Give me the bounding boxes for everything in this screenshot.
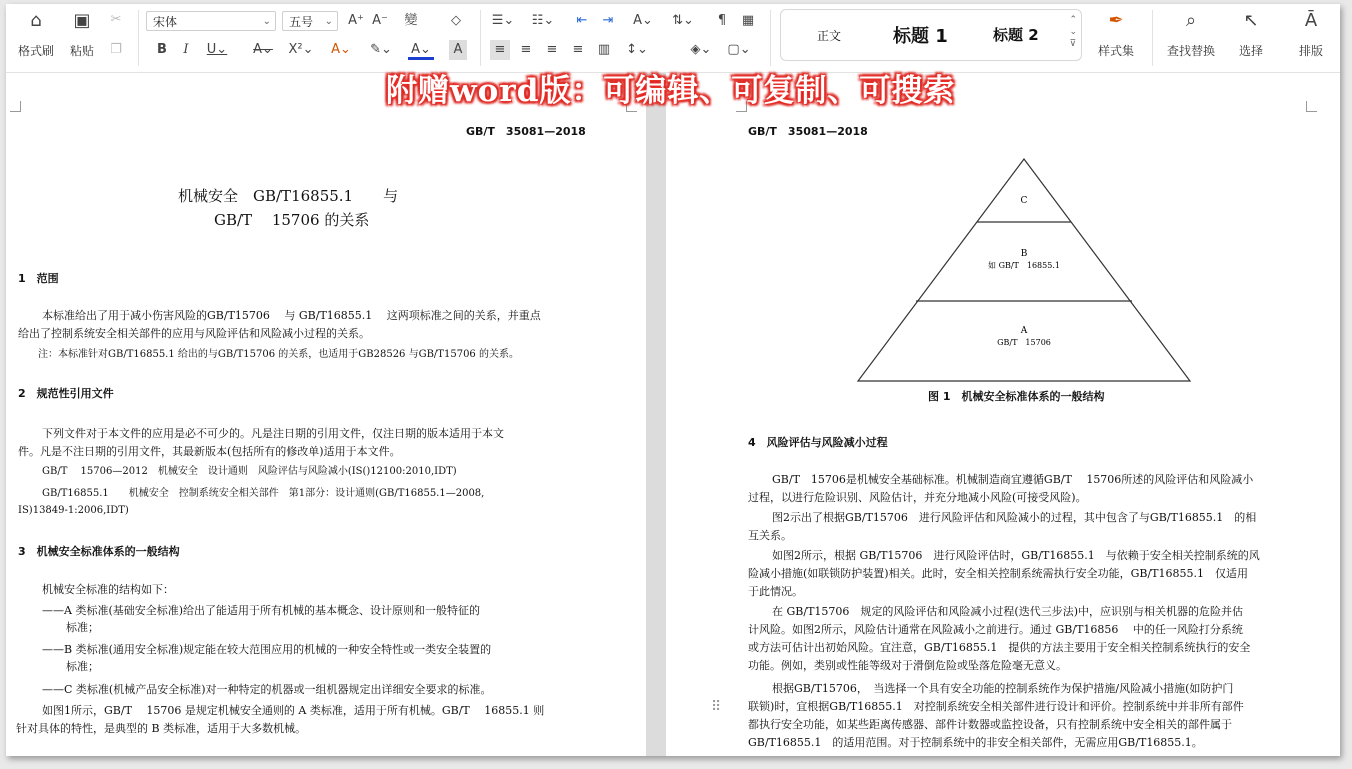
- paragraph-line: 根据GB/T15706， 当选择一个具有安全功能的控制系统作为保护措施/风险减小措施(如防护门: [772, 682, 1234, 695]
- format-painter-button[interactable]: [10, 8, 62, 59]
- standard-code: GB/T 35081—2018: [466, 125, 586, 138]
- style-pen-icon: ✒: [1108, 10, 1124, 31]
- section-heading: 2 规范性引用文件: [18, 387, 114, 400]
- pyramid-label-b: B: [1020, 249, 1028, 259]
- paragraph-line: 如图1所示，GB/T 15706 是规定机械安全通则的 A 类标准，适用于所有机械。GB/T 16855.1 则: [42, 704, 545, 717]
- separator: [770, 10, 771, 66]
- paragraph-line: 于此情况。: [748, 585, 803, 598]
- reference-line: IS)13849-1:2006,IDT): [18, 505, 129, 516]
- note-line: 注：本标准针对GB/T16855.1 给出的与GB/T15706 的关系，也适用于GB28526 与GB/T15706 的关系。: [38, 349, 519, 360]
- font-name-select[interactable]: [146, 11, 276, 31]
- style-set-button[interactable]: [1086, 8, 1146, 59]
- layout-label: 排版: [1298, 44, 1323, 58]
- separator: [1152, 10, 1153, 66]
- text-direction-icon[interactable]: A⌄: [633, 13, 653, 28]
- justify-icon[interactable]: ≡: [572, 42, 584, 57]
- ribbon-toolbar: [6, 4, 1340, 73]
- paragraph-line: 图2示出了根据GB/T15706 进行风险评估和风险减小的过程，其中包含了与GB/T16855.1 的相: [772, 511, 1257, 524]
- phonetic-icon[interactable]: 變: [404, 13, 418, 28]
- align-center-icon[interactable]: ≡: [520, 42, 532, 57]
- paragraph-line: 互关系。: [748, 529, 792, 542]
- pyramid-sub-a: GB/T 15706: [997, 338, 1051, 347]
- pyramid-label-a: A: [1020, 326, 1028, 336]
- text-effect-icon[interactable]: A⌄: [331, 42, 351, 57]
- chevron-down-icon: ⌄: [262, 16, 271, 27]
- bullet-list-icon[interactable]: ☰⌄: [491, 13, 515, 28]
- right-page: [666, 73, 1340, 756]
- border-icon[interactable]: ▢⌄: [727, 42, 751, 57]
- number-list-icon[interactable]: ☷⌄: [531, 13, 555, 28]
- format-painter-label: 格式刷: [17, 44, 54, 58]
- strikethrough-icon[interactable]: A⌄: [253, 42, 273, 57]
- separator: [480, 10, 481, 66]
- promo-banner: 附赠word版：可编辑、可复制、可搜索: [386, 73, 956, 109]
- font-color-icon[interactable]: A⌄: [408, 40, 434, 60]
- section-heading: 4 风险评估与风险减小过程: [748, 436, 888, 449]
- search-icon: ⌕: [1185, 10, 1197, 31]
- drag-handle-icon[interactable]: ⠿: [711, 699, 722, 715]
- list-item: 标准；: [66, 621, 99, 634]
- crop-mark: [1306, 101, 1317, 112]
- crop-mark: [10, 101, 21, 112]
- superscript-icon[interactable]: X²⌄: [288, 42, 314, 57]
- clipboard-icon: ▣: [73, 10, 91, 31]
- copy-icon[interactable]: ❐: [110, 42, 122, 57]
- align-right-icon[interactable]: ≡: [546, 42, 558, 57]
- font-size-select[interactable]: [282, 11, 338, 31]
- find-replace-label: 查找替换: [1166, 44, 1215, 58]
- align-left-icon[interactable]: ≡: [490, 40, 510, 60]
- font-name-value: 宋体: [153, 15, 178, 29]
- decrease-indent-icon[interactable]: ⇤: [576, 13, 588, 28]
- list-item: ——A 类标准(基础安全标准)给出了能适用于所有机械的基本概念、设计原则和一般特征的: [42, 604, 481, 617]
- sort-icon[interactable]: ⇅⌄: [672, 13, 694, 28]
- line-spacing-icon[interactable]: ↕⌄: [626, 42, 648, 57]
- list-item: ——B 类标准(通用安全标准)规定能在较大范围应用的机械的一种安全特性或一类安全装置的: [42, 643, 492, 656]
- section-heading: 3 机械安全标准体系的一般结构: [18, 545, 180, 558]
- paragraph-line: 险减小措施(如联锁防护装置)相关。此时，安全相关控制系统需执行安全功能，GB/T16855.1 仅适用: [748, 567, 1248, 580]
- show-marks-icon[interactable]: ¶: [717, 13, 727, 28]
- list-item: ——C 类标准(机械产品安全标准)对一种特定的机器或一组机器规定出详细安全要求的标准。: [42, 683, 492, 696]
- paragraph-line: 功能。例如，类别或性能等级对于滑倒危险或坠落危险毫无意义。: [748, 659, 1067, 672]
- doc-title-line2: GB/T 15706 的关系: [214, 211, 370, 229]
- paragraph-line: 给出了控制系统安全相关部件的应用与风险评估和风险减小过程的关系。: [18, 327, 370, 340]
- pyramid-label-c: C: [1020, 196, 1028, 206]
- paragraph-line: 或方法可估计出初始风险。宜注意，GB/T16855.1 提供的方法主要用于安全相关控制系统执行的安全: [748, 641, 1251, 654]
- standard-code: GB/T 35081—2018: [748, 125, 868, 138]
- paragraph-line: 计风险。如图2所示，风险估计通常在风险减小之前进行。通过 GB/T16856 中的任一风险打分系统: [748, 623, 1243, 636]
- grow-font-icon[interactable]: A⁺: [348, 13, 364, 28]
- paragraph-line: 都执行安全功能，如某些距离传感器、部件计数器或监控设备，只有控制系统中安全相关的部件属于: [748, 718, 1232, 731]
- paragraph-line: 过程，以进行危险识别、风险估计，并充分地减小风险(可接受风险)。: [748, 491, 1087, 504]
- paragraph-line: 如图2所示，根据 GB/T15706 进行风险评估时，GB/T16855.1 与依赖于安全相关控制系统的风: [772, 549, 1260, 562]
- list-item: 标准；: [66, 660, 99, 673]
- paragraph-line: GB/T 15706是机械安全基础标准。机械制造商宜遵循GB/T 15706所述的风险评估和风险减小: [772, 473, 1254, 486]
- distribute-icon[interactable]: ▥: [597, 42, 611, 57]
- table-grid-icon[interactable]: ▦: [741, 13, 755, 28]
- brush-icon: ⌂: [30, 10, 42, 31]
- paragraph-line: 下列文件对于本文件的应用是必不可少的。凡是注日期的引用文件，仅注日期的版本适用于本文: [42, 427, 504, 440]
- page-gap: [646, 73, 666, 756]
- left-page: [6, 73, 646, 756]
- separator: [138, 10, 139, 66]
- char-shading-icon[interactable]: A: [449, 40, 467, 60]
- cursor-icon: ↖: [1243, 10, 1259, 31]
- figure-caption: 图 1 机械安全标准体系的一般结构: [928, 390, 1105, 403]
- paragraph-line: 针对具体的特性，是典型的 B 类标准，适用于大多数机械。: [16, 722, 307, 735]
- italic-icon[interactable]: I: [183, 42, 189, 57]
- shading-icon[interactable]: ◈⌄: [690, 42, 712, 57]
- pyramid-figure: [666, 151, 1340, 391]
- cut-icon[interactable]: ✂: [110, 12, 122, 27]
- style-set-label: 样式集: [1097, 44, 1134, 58]
- layout-button[interactable]: [1286, 8, 1336, 59]
- layout-icon: Ā: [1304, 10, 1318, 31]
- bold-icon[interactable]: B: [157, 42, 167, 57]
- document-window: [6, 4, 1340, 756]
- style-normal[interactable]: 正文: [817, 29, 842, 43]
- paragraph-line: GB/T16855.1 的适用范围。对于控制系统中的非安全相关部件，无需应用GB/T16855.1。: [748, 736, 1203, 749]
- pyramid-outline: [858, 159, 1190, 381]
- styles-gallery: [780, 9, 1082, 61]
- highlight-icon[interactable]: ✎⌄: [370, 42, 392, 57]
- paragraph-line: 在 GB/T15706 规定的风险评估和风险减小过程(迭代三步法)中，应识别与相关机器的危险并估: [772, 605, 1243, 618]
- paste-label: 粘贴: [69, 44, 94, 58]
- style-heading-1[interactable]: 标题 1: [893, 26, 948, 47]
- paragraph-line: 件。凡是不注日期的引用文件，其最新版本(包括所有的修改单)适用于本文件。: [18, 445, 401, 458]
- eraser-icon[interactable]: ◇: [451, 13, 461, 28]
- increase-indent-icon[interactable]: ⇥: [602, 13, 614, 28]
- font-size-value: 五号: [289, 15, 314, 29]
- doc-title-line1: 机械安全 GB/T16855.1 与: [178, 187, 399, 205]
- select-label: 选择: [1238, 44, 1263, 58]
- underline-icon[interactable]: U⌄: [206, 42, 228, 57]
- pyramid-sub-b: 如 GB/T 16855.1: [988, 261, 1060, 270]
- section-heading: 1 范围: [18, 272, 59, 285]
- chevron-down-icon: ⌄: [324, 16, 333, 27]
- paste-button[interactable]: [56, 8, 108, 59]
- paragraph-line: 机械安全标准的结构如下：: [42, 583, 174, 596]
- style-heading-2[interactable]: 标题 2: [993, 26, 1039, 44]
- reference-line: GB/T16855.1 机械安全 控制系统安全相关部件 第1部分：设计通则(GB/T16855.1—2008,: [42, 488, 485, 499]
- find-replace-button[interactable]: [1158, 8, 1224, 59]
- paragraph-line: 本标准给出了用于减小伤害风险的GB/T15706 与 GB/T16855.1 这两项标准之间的关系，并重点: [42, 309, 541, 322]
- paragraph-line: 联锁)时，宜根据GB/T16855.1 对控制系统安全相关部件进行设计和评价。控制系统中并非所有部件: [748, 700, 1244, 713]
- select-button[interactable]: [1226, 8, 1276, 59]
- shrink-font-icon[interactable]: A⁻: [372, 13, 388, 28]
- gallery-scroll-icon[interactable]: ⌃ ⌄ ⊽: [1069, 15, 1077, 49]
- reference-line: GB/T 15706—2012 机械安全 设计通则 风险评估与风险减小(IS()12100:2010,IDT): [42, 466, 457, 477]
